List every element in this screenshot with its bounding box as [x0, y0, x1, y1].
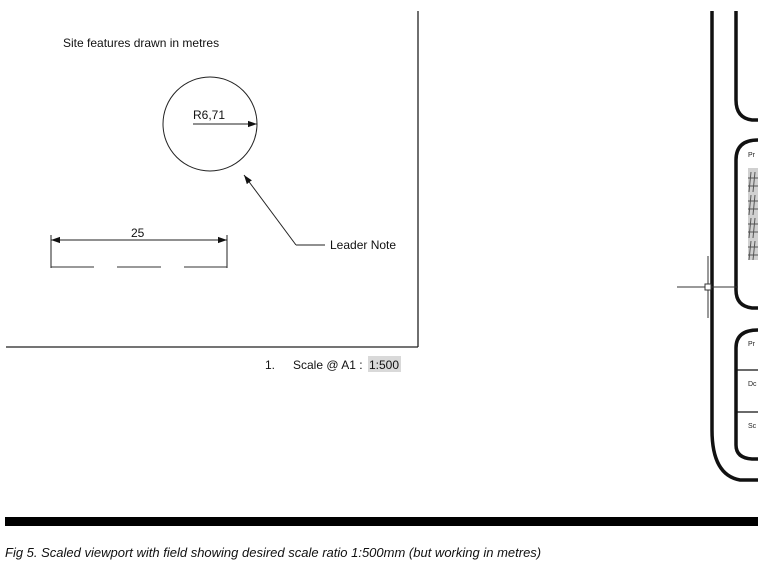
- title-block-row-label: Sc: [748, 423, 757, 430]
- separator-bar: [5, 517, 758, 526]
- linear-dimension[interactable]: [51, 226, 227, 268]
- viewport-heading: Site features drawn in metres: [63, 36, 220, 50]
- figure-caption: Fig 5. Scaled viewport with field showing desired scale ratio 1:500mm (but working in metres): [5, 545, 542, 560]
- radius-dimension[interactable]: [193, 108, 257, 124]
- leader-note-text: Leader Note: [330, 238, 397, 252]
- radius-dimension-label: R6,71: [193, 108, 226, 122]
- title-block-row-label: Pr: [748, 341, 755, 348]
- leader[interactable]: [244, 175, 396, 252]
- linear-dimension-label: 25: [131, 226, 145, 240]
- scale-note[interactable]: [265, 356, 401, 372]
- scale-note-number: 1.: [265, 358, 276, 372]
- crosshair-cursor-icon: [677, 256, 738, 318]
- scale-field-value[interactable]: 1:500: [369, 358, 400, 372]
- viewport-frame[interactable]: [6, 11, 418, 347]
- title-block-row-label: Dc: [748, 381, 757, 388]
- title-block-row-label: Pr: [748, 152, 755, 159]
- scale-note-prefix: Scale @ A1 :: [293, 358, 366, 372]
